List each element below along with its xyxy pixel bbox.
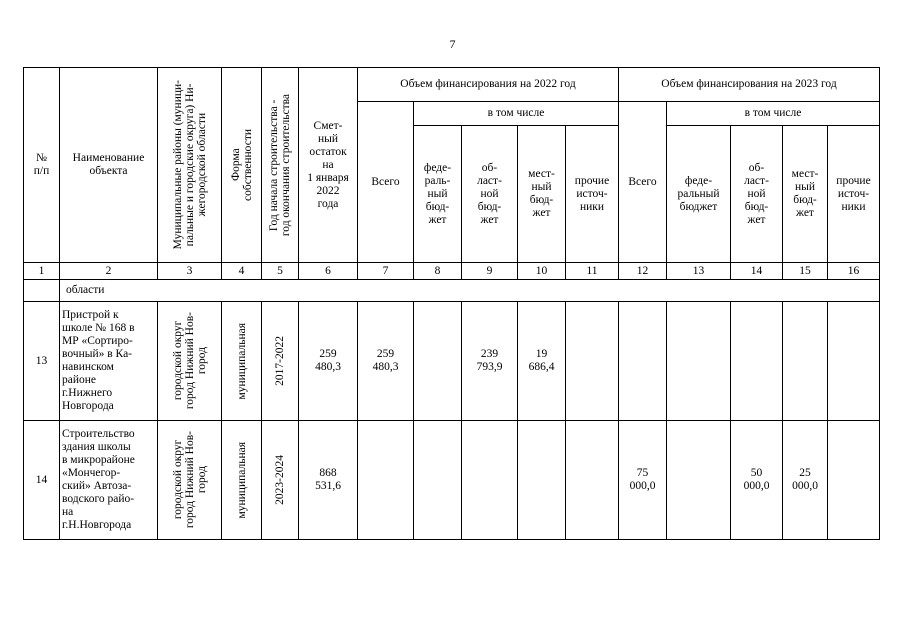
header-including-2023: в том числе [667, 102, 880, 126]
column-number: 10 [518, 263, 566, 280]
header-fin-2023: Объем финансирования на 2023 год [619, 68, 880, 102]
header-regional-2023: об- ласт- ной бюд- жет [731, 126, 783, 263]
header-years: Год начала строительства - год окончания строительства [262, 68, 299, 263]
column-number: 11 [566, 263, 619, 280]
column-number: 9 [462, 263, 518, 280]
header-total-2023: Всего [619, 102, 667, 263]
table-row [24, 302, 880, 421]
row-district: городской округ город Нижний Нов- город [158, 302, 222, 421]
column-number: 15 [783, 263, 828, 280]
header-districts: Муниципальные районы (муници- пальные и городские округа) Ни- жегородской области [158, 68, 222, 263]
column-number: 1 [24, 263, 60, 280]
row-local-2023 [783, 302, 828, 421]
row-regional-2023: 50 000,0 [731, 421, 783, 540]
subheader-text: области [60, 280, 880, 302]
subheader-row [24, 280, 880, 302]
row-total-2022 [358, 421, 414, 540]
header-including-2022: в том числе [414, 102, 619, 126]
row-district: городской округ город Нижний Нов- город [158, 421, 222, 540]
header-federal-2023: феде- ральный бюджет [667, 126, 731, 263]
row-years: 2023-2024 [262, 421, 299, 540]
header-no: № п/п [24, 68, 60, 263]
column-number: 13 [667, 263, 731, 280]
row-name: Строительство здания школы в микрорайоне «Мончегор- ский» Автоза- водского райо- на г.Н.Новгорода [60, 421, 158, 540]
financing-table [23, 67, 880, 540]
column-number: 16 [828, 263, 880, 280]
header-total-2022: Всего [358, 102, 414, 263]
row-total-2023: 75 000,0 [619, 421, 667, 540]
row-balance: 868 531,6 [299, 421, 358, 540]
row-local-2022: 19 686,4 [518, 302, 566, 421]
row-local-2022 [518, 421, 566, 540]
row-total-2022: 259 480,3 [358, 302, 414, 421]
row-name: Пристрой к школе № 168 в МР «Сортиро- вочный» в Ка- навинском районе г.Нижнего Новгорода [60, 302, 158, 421]
header-other-2022: прочие источ- ники [566, 126, 619, 263]
column-number: 2 [60, 263, 158, 280]
row-balance: 259 480,3 [299, 302, 358, 421]
column-number: 3 [158, 263, 222, 280]
column-number: 6 [299, 263, 358, 280]
column-number: 5 [262, 263, 299, 280]
header-name: Наименование объекта [60, 68, 158, 263]
column-number: 7 [358, 263, 414, 280]
row-other-2022 [566, 421, 619, 540]
row-other-2023 [828, 302, 880, 421]
row-federal-2023 [667, 302, 731, 421]
row-ownership: муниципальная [222, 302, 262, 421]
row-no: 13 [24, 302, 60, 421]
row-local-2023: 25 000,0 [783, 421, 828, 540]
column-number: 4 [222, 263, 262, 280]
header-federal-2022: феде- раль- ный бюд- жет [414, 126, 462, 263]
column-number: 8 [414, 263, 462, 280]
row-other-2022 [566, 302, 619, 421]
row-regional-2022: 239 793,9 [462, 302, 518, 421]
header-fin-2022: Объем финансирования на 2022 год [358, 68, 619, 102]
header-row-1 [24, 68, 880, 102]
header-local-2023: мест- ный бюд- жет [783, 126, 828, 263]
row-ownership: муниципальная [222, 421, 262, 540]
row-federal-2022 [414, 421, 462, 540]
column-number: 14 [731, 263, 783, 280]
row-other-2023 [828, 421, 880, 540]
header-balance: Смет- ный остаток на 1 января 2022 года [299, 68, 358, 263]
row-federal-2023 [667, 421, 731, 540]
page-number: 7 [449, 37, 456, 51]
row-regional-2023 [731, 302, 783, 421]
column-number: 12 [619, 263, 667, 280]
header-local-2022: мест- ный бюд- жет [518, 126, 566, 263]
row-regional-2022 [462, 421, 518, 540]
table-row [24, 421, 880, 540]
row-total-2023 [619, 302, 667, 421]
header-other-2023: прочие источ- ники [828, 126, 880, 263]
header-regional-2022: об- ласт- ной бюд- жет [462, 126, 518, 263]
row-years: 2017-2022 [262, 302, 299, 421]
row-federal-2022 [414, 302, 462, 421]
column-number-row [24, 263, 880, 280]
row-no: 14 [24, 421, 60, 540]
header-ownership: Форма собственности [222, 68, 262, 263]
